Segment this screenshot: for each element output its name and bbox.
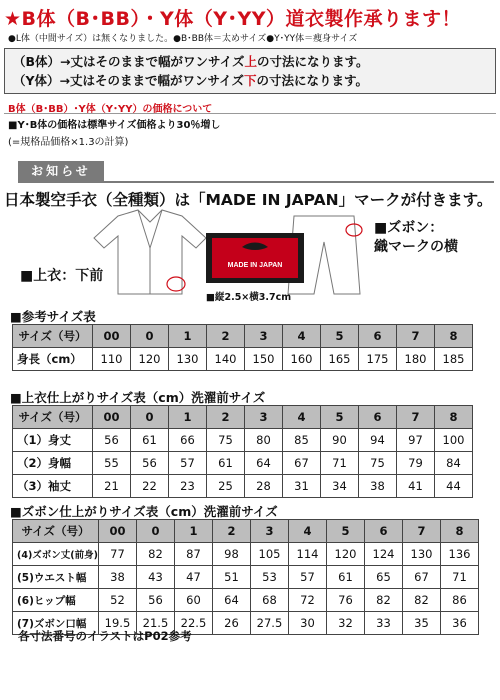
table-cell: 19.5	[98, 612, 136, 635]
table-cell: 140	[207, 348, 245, 371]
table-cell: 85	[283, 429, 321, 452]
table-header-row	[13, 406, 473, 429]
pants-table-title: ■ズボン仕上がりサイズ表（cm）洗濯前サイズ	[10, 504, 278, 519]
table-cell: 79	[397, 452, 435, 475]
table-row	[13, 429, 473, 452]
table-cell: 114	[288, 543, 326, 566]
price-heading: B体（B･BB）･Y体（Y･YY）の価格について	[8, 104, 213, 115]
table-cell: 110	[93, 348, 131, 371]
table-cell: 86	[440, 589, 478, 612]
table-cell: 120	[131, 348, 169, 371]
table-cell: 87	[174, 543, 212, 566]
table-cell: 32	[326, 612, 364, 635]
table-cell: 90	[321, 429, 359, 452]
y-rule	[13, 71, 487, 90]
made-in-japan-tag	[206, 233, 304, 283]
table-cell: 61	[131, 429, 169, 452]
size-type-note: ●L体（中間サイズ）は無くなりました。●B･BB体＝太めサイズ●Y･YY体＝痩身サイズ	[8, 34, 358, 44]
row-label: 身長（cm）	[13, 348, 93, 371]
y-rule-prefix: （Y体）→丈はそのままで幅がワンサイズ	[13, 73, 245, 88]
table-cell: 31	[283, 475, 321, 498]
table-cell: 150	[245, 348, 283, 371]
header-cell: 6	[364, 520, 402, 543]
table-cell: 23	[169, 475, 207, 498]
pants-mark-label-1: ■ズボン：	[374, 220, 444, 236]
header-cell: 0	[131, 325, 169, 348]
table-cell: 120	[326, 543, 364, 566]
table-cell: 41	[397, 475, 435, 498]
pants-size-table	[12, 519, 479, 635]
tag-text: MADE IN JAPAN	[227, 262, 283, 269]
table-cell: 124	[364, 543, 402, 566]
table-cell: 65	[364, 566, 402, 589]
table-cell: 53	[250, 566, 288, 589]
table-cell: 52	[98, 589, 136, 612]
table-cell: 97	[397, 429, 435, 452]
b-rule	[13, 52, 487, 71]
table-cell: 56	[131, 452, 169, 475]
table-cell: 84	[435, 452, 473, 475]
table-cell: 26	[212, 612, 250, 635]
header-cell: 00	[93, 325, 131, 348]
table-cell: 98	[212, 543, 250, 566]
notice-divider	[18, 181, 494, 183]
pants-mark-label-2: 織マークの横	[374, 239, 458, 255]
header-cell: 00	[98, 520, 136, 543]
jacket-size-table	[12, 405, 473, 498]
header-cell: サイズ（号）	[13, 520, 99, 543]
table-row	[13, 566, 479, 589]
table-cell: 82	[402, 589, 440, 612]
table-cell: 38	[359, 475, 397, 498]
header-cell: 00	[93, 406, 131, 429]
header-cell: 2	[212, 520, 250, 543]
header-cell: 0	[131, 406, 169, 429]
header-cell: 8	[435, 325, 473, 348]
header-cell: 5	[321, 325, 359, 348]
table-cell: 77	[98, 543, 136, 566]
notice-badge: お知らせ	[18, 161, 104, 181]
table-cell: 130	[169, 348, 207, 371]
table-header-row	[13, 520, 479, 543]
price-divider	[4, 113, 496, 114]
header-cell: 4	[283, 406, 321, 429]
table-cell: 57	[288, 566, 326, 589]
table-cell: 105	[250, 543, 288, 566]
table-cell: 72	[288, 589, 326, 612]
header-cell: 6	[359, 325, 397, 348]
page-title: ★B体（B･BB）・Y体（Y･YY）道衣製作承ります！	[4, 8, 461, 30]
table-cell: 21.5	[136, 612, 174, 635]
table-cell: 100	[435, 429, 473, 452]
table-row	[13, 543, 479, 566]
header-cell: 8	[440, 520, 478, 543]
header-cell: 2	[207, 325, 245, 348]
b-rule-prefix: （B体）→丈はそのままで幅がワンサイズ	[13, 54, 245, 69]
table-cell: 67	[402, 566, 440, 589]
row-label: （3）袖丈	[13, 475, 93, 498]
table-cell: 76	[326, 589, 364, 612]
header-cell: 1	[169, 406, 207, 429]
table-cell: 61	[207, 452, 245, 475]
table-cell: 30	[288, 612, 326, 635]
table-cell: 80	[245, 429, 283, 452]
jacket-mark-label: ■上衣：下前	[20, 268, 104, 284]
header-cell: 0	[136, 520, 174, 543]
pants-mark-label	[374, 219, 458, 257]
table-cell: 71	[321, 452, 359, 475]
table-row	[13, 475, 473, 498]
table-cell: 68	[250, 589, 288, 612]
header-cell: 7	[402, 520, 440, 543]
table-cell: 47	[174, 566, 212, 589]
tag-size-note: ■縦2.5×横3.7cm	[206, 292, 292, 303]
size-rule-box	[4, 48, 496, 94]
header-cell: 7	[397, 325, 435, 348]
table-cell: 136	[440, 543, 478, 566]
table-row	[13, 589, 479, 612]
reference-size-table	[12, 324, 473, 371]
table-cell: 82	[364, 589, 402, 612]
table-row	[13, 452, 473, 475]
table-cell: 35	[402, 612, 440, 635]
row-label: (5)ウエスト幅	[13, 566, 99, 589]
row-label: （1）身丈	[13, 429, 93, 452]
table-cell: 82	[136, 543, 174, 566]
header-cell: 3	[245, 406, 283, 429]
table-cell: 64	[212, 589, 250, 612]
header-cell: 4	[288, 520, 326, 543]
table-cell: 22	[131, 475, 169, 498]
table-cell: 36	[440, 612, 478, 635]
table-cell: 94	[359, 429, 397, 452]
table-cell: 64	[245, 452, 283, 475]
table-cell: 175	[359, 348, 397, 371]
b-rule-key: 上	[244, 54, 258, 69]
header-cell: 1	[169, 325, 207, 348]
header-cell: 4	[283, 325, 321, 348]
table-cell: 75	[207, 429, 245, 452]
table-cell: 66	[169, 429, 207, 452]
header-cell: 8	[435, 406, 473, 429]
price-line-2: (=規格品価格×1.3の計算)	[8, 137, 129, 148]
reference-table-title: ■参考サイズ表	[10, 309, 96, 324]
header-cell: 2	[207, 406, 245, 429]
row-label: (7)ズボン口幅	[13, 612, 99, 635]
y-rule-suffix: の寸法になります。	[256, 73, 369, 88]
table-cell: 61	[326, 566, 364, 589]
table-cell: 51	[212, 566, 250, 589]
table-cell: 38	[98, 566, 136, 589]
jacket-table-title: ■上衣仕上がりサイズ表（cm）洗濯前サイズ	[10, 390, 266, 405]
row-label: (4)ズボン丈(前身)	[13, 543, 99, 566]
table-row	[13, 348, 473, 371]
table-cell: 71	[440, 566, 478, 589]
header-cell: 1	[174, 520, 212, 543]
header-cell: 6	[359, 406, 397, 429]
header-cell: 3	[245, 325, 283, 348]
table-cell: 67	[283, 452, 321, 475]
table-cell: 56	[136, 589, 174, 612]
table-cell: 33	[364, 612, 402, 635]
table-cell: 21	[93, 475, 131, 498]
table-cell: 185	[435, 348, 473, 371]
header-cell: 5	[321, 406, 359, 429]
header-cell: サイズ（号）	[13, 325, 93, 348]
header-cell: 7	[397, 406, 435, 429]
table-cell: 25	[207, 475, 245, 498]
b-rule-suffix: の寸法になります。	[257, 54, 369, 69]
price-line-1: ■Y･B体の価格は標準サイズ価格より30％増し	[8, 120, 221, 131]
table-cell: 28	[245, 475, 283, 498]
footer-note: 各寸法番号のイラストはP02参考	[18, 629, 192, 643]
table-cell: 56	[93, 429, 131, 452]
table-cell: 22.5	[174, 612, 212, 635]
y-rule-key: 下	[244, 73, 257, 88]
table-cell: 130	[402, 543, 440, 566]
made-in-japan-text: 日本製空手衣（全種類）は「MADE IN JAPAN」マークが付きます。	[4, 191, 493, 209]
table-cell: 34	[321, 475, 359, 498]
table-cell: 44	[435, 475, 473, 498]
table-header-row	[13, 325, 473, 348]
table-cell: 27.5	[250, 612, 288, 635]
table-cell: 43	[136, 566, 174, 589]
table-cell: 160	[283, 348, 321, 371]
header-cell: 5	[326, 520, 364, 543]
table-cell: 75	[359, 452, 397, 475]
table-cell: 165	[321, 348, 359, 371]
header-cell: 3	[250, 520, 288, 543]
row-label: (6)ヒップ幅	[13, 589, 99, 612]
row-label: （2）身幅	[13, 452, 93, 475]
table-cell: 60	[174, 589, 212, 612]
header-cell: サイズ（号）	[13, 406, 93, 429]
table-cell: 180	[397, 348, 435, 371]
table-cell: 55	[93, 452, 131, 475]
table-cell: 57	[169, 452, 207, 475]
